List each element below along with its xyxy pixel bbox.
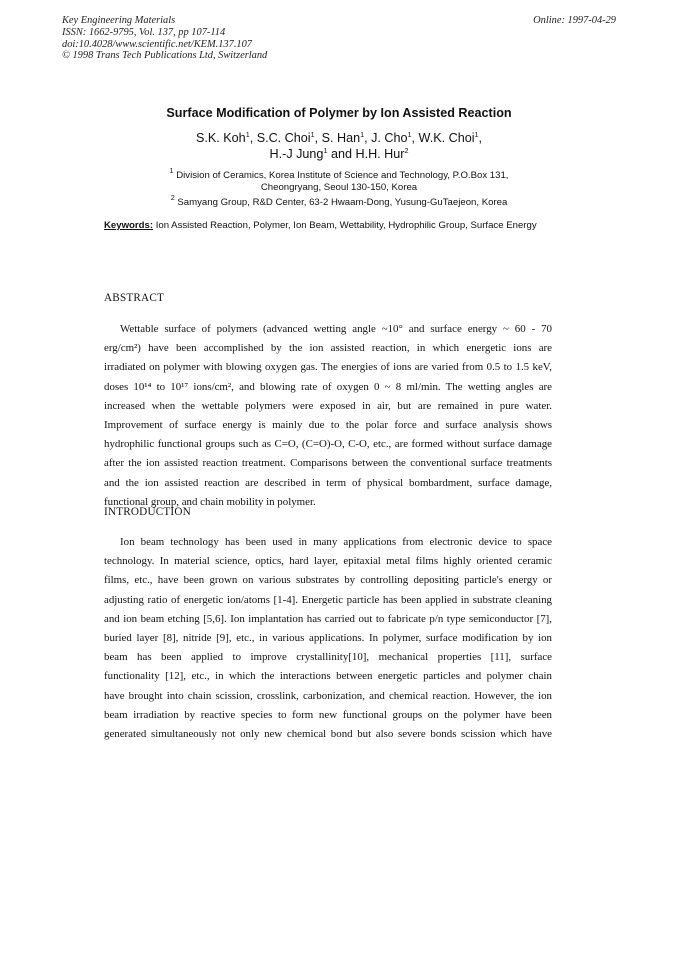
author-affiliation-mark: 1 [360, 130, 365, 139]
author-separator: , [314, 131, 322, 145]
author-name: H.-J Jung [269, 147, 324, 161]
affiliation-text: Samyang Group, R&D Center, 63-2 Hwaam-Dong, Yusung-GuTaejeon, Korea [177, 197, 508, 208]
author-separator: , [478, 131, 483, 145]
author-affiliation-mark: 2 [404, 146, 409, 155]
author-affiliation-mark: 1 [245, 130, 250, 139]
author-name: S.K. Koh [195, 131, 246, 145]
keywords [104, 220, 552, 232]
introduction-heading: INTRODUCTION [104, 506, 191, 518]
keywords-text: Ion Assisted Reaction, Polymer, Ion Beam, Wettability, Hydrophilic Group, Surface Energy [153, 220, 537, 231]
author-affiliation-mark: 1 [323, 146, 328, 155]
issn-line: ISSN: 1662-9795, Vol. 137, pp 107-114 [62, 26, 226, 38]
introduction-line: buried layer [8], nitride [9], etc., in various applications. In polymer, surface modification by ion [104, 631, 552, 644]
author-affiliation-mark: 1 [407, 130, 412, 139]
author-affiliation-mark: 1 [310, 130, 315, 139]
affiliation-line: Cheongryang, Seoul 130-150, Korea [260, 181, 418, 193]
affiliation-mark: 2 [170, 193, 175, 202]
abstract-line: after the ion assisted reaction treatment. Comparisons between the conventional surface treatments [104, 457, 552, 470]
keywords-label: Keywords: [104, 220, 154, 231]
journal-header [62, 15, 482, 62]
author-line-2 [80, 146, 598, 162]
affiliation-text: Division of Ceramics, Korea Institute of Science and Technology, P.O.Box 131, [176, 170, 509, 181]
introduction-body [104, 533, 552, 744]
online-date: Online: 1997-04-29 [533, 15, 616, 26]
author-name: S. Han [321, 131, 361, 145]
author-separator: , [411, 131, 419, 145]
abstract-line: doses 10¹⁴ to 10¹⁷ ions/cm², and blowing rate of oxygen 0 ~ 8 ml/min. The wetting angles are [104, 380, 552, 393]
abstract-line: Improvement of surface energy is mainly due to the polar force and surface analysis shows [104, 418, 552, 431]
abstract-line: Wettable surface of polymers (advanced wetting angle ~10° and surface energy ~ 60 - 70 [120, 323, 552, 335]
introduction-line: beam has been applied to improve crystallinity[10], mechanical properties [11], surface [104, 651, 552, 664]
author-separator: , [364, 131, 372, 145]
abstract-line: functional group, and chain mobility in polymer. [104, 495, 316, 508]
abstract-line: and the ion assisted reaction are described in term of physical bombardment, surface damage, [104, 476, 552, 489]
affiliation-1 [110, 166, 568, 193]
copyright-line: © 1998 Trans Tech Publications Ltd, Switzerland [62, 50, 268, 62]
affiliation-line [110, 166, 568, 182]
affiliation-2 [110, 193, 568, 209]
doi-line: doi:10.4028/www.scientific.net/KEM.137.107 [62, 38, 252, 50]
affiliation-mark: 1 [169, 166, 174, 175]
paper-title: Surface Modification of Polymer by Ion Assisted Reaction [166, 106, 512, 120]
author-name: S.C. Choi [256, 131, 311, 145]
abstract-body [104, 320, 552, 512]
introduction-line: have brought into chain scission, crosslink, carbonization, and chemical reaction. However, the ion [104, 689, 552, 702]
author-name: J. Cho [371, 131, 408, 145]
introduction-line: adjusting ratio of energetic ion/atoms [1-4]. Energetic particle has been applied in substrate cleaning [104, 593, 552, 606]
introduction-line: and ion beam etching [5,6]. Ion implantation has carried out to fabricate p/n type semiconductor [7], [104, 612, 552, 625]
abstract-line: hydrophilic functional groups such as C=O, (C=O)-O, C-O, etc., are formed without surface damage [104, 438, 552, 451]
abstract-line: increased when the wettable polymers were exposed in air, but are remained in pure water. [104, 399, 552, 412]
journal-name: Key Engineering Materials [62, 15, 176, 26]
author-separator: and [327, 147, 356, 161]
author-name: W.K. Choi [418, 131, 475, 145]
author-separator: , [249, 131, 257, 145]
author-name: H.H. Hur [355, 147, 405, 161]
author-list [80, 130, 598, 162]
introduction-line: beam irradiation by reactive species to form new functional groups on the polymer have been [104, 708, 552, 721]
affiliation-line [110, 193, 568, 209]
introduction-line: technology. In material science, optics, hard layer, epitaxial metal films highly oriented ceramic [104, 555, 552, 568]
abstract-line: erg/cm²) have been accomplished by the ion assisted reaction, in which energetic ions are [104, 342, 552, 355]
author-line-1 [80, 130, 598, 146]
abstract-line: irradiated on polymer with blowing oxygen gas. The energies of ions are varied from 0.5 to 1.5 keV, [104, 361, 552, 374]
introduction-line: Ion beam technology has been used in many applications from electronic device to space [120, 536, 552, 548]
introduction-line: generated simultaneously not only new chemical bond but also severe bonds scission which have [104, 727, 552, 740]
author-affiliation-mark: 1 [474, 130, 479, 139]
abstract-heading: ABSTRACT [104, 292, 165, 304]
introduction-line: films, etc., have been grown on various substrates by controlling depositing particle's energy or [104, 574, 552, 587]
introduction-line: functionality [12], etc., in which the interactions between energetic particles and polymer chain [104, 670, 552, 683]
